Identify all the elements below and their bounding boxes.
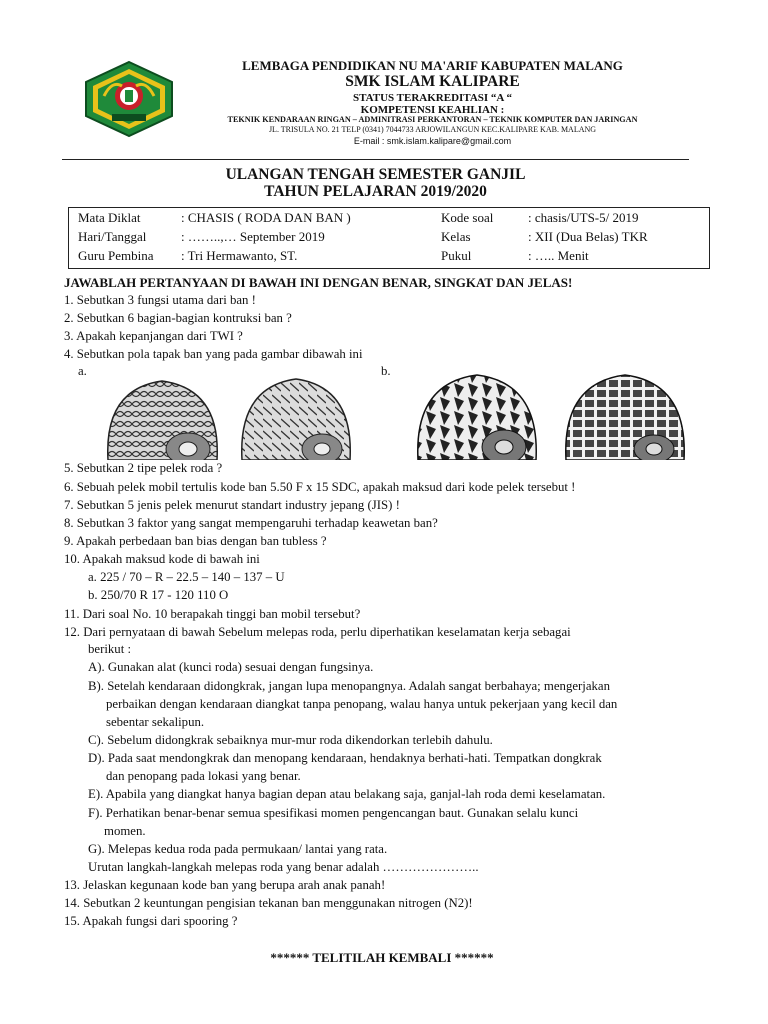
info-value-code: : chasis/UTS-5/ 2019 [528,210,639,225]
exam-title: ULANGAN TENGAH SEMESTER GANJIL [225,166,526,183]
question-10-b: b. 250/70 R 17 - 120 110 O [88,588,229,602]
accreditation-status: STATUS TERAKREDITASI “A “ [352,92,513,104]
info-value-time: : ….. Menit [528,248,589,263]
tire-image-lug [412,369,542,460]
question-12-c: C). Sebelum didongkrak sebaiknya mur-mur roda dikendorkan terlebih dahulu. [88,733,493,747]
institution-name: LEMBAGA PENDIDIKAN NU MA'ARIF KABUPATEN MALANG [242,58,623,73]
info-value-teacher: : Tri Hermawanto, ST. [181,248,298,263]
header-divider [62,159,689,160]
question-13: 13. Jelaskan kegunaan kode ban yang berupa arah anak panah! [64,878,386,892]
question-14: 14. Sebutkan 2 keuntungan pengisian tekanan ban menggunakan nitrogen (N2)! [64,896,473,910]
question-9: 9. Apakah perbedaan ban bias dengan ban tubless ? [64,534,327,548]
info-label-time: Pukul [441,248,472,263]
question-12-f: F). Perhatikan benar-benar semua spesifikasi momen pengencangan baut. Gunakan selalu kunci [88,806,579,820]
question-10: 10. Apakah maksud kode di bawah ini [64,552,260,566]
tire-image-block [560,369,690,460]
question-12-d: D). Pada saat mendongkrak dan menopang kendaraan, hendaknya berhati-hati. Tempatkan dongkrak [88,751,602,765]
competence-list: TEKNIK KENDARAAN RINGAN – ADMINITRASI PERKANTORAN – TEKNIK KOMPUTER DAN JARINGAN [227,115,638,124]
question-12-order: Urutan langkah-langkah melepas roda yang benar adalah ………………….. [88,860,479,874]
question-4: 4. Sebutkan pola tapak ban yang pada gambar dibawah ini [64,347,363,361]
info-value-subject: : CHASIS ( RODA DAN BAN ) [181,210,351,225]
question-12-d-line2: dan penopang pada lokasi yang benar. [106,769,301,783]
question-12: 12. Dari pernyataan di bawah Sebelum melepas roda, perlu diperhatikan keselamatan kerja sebagai [64,625,571,639]
question-2: 2. Sebutkan 6 bagian-bagian kontruksi ban ? [64,311,292,325]
question-12-b-line3: sebentar sekalipun. [106,715,205,729]
school-name: SMK ISLAM KALIPARE [345,73,520,90]
info-value-date: : ……..,… September 2019 [181,229,325,244]
question-5: 5. Sebutkan 2 tipe pelek roda ? [64,461,223,475]
question-12-b: B). Setelah kendaraan didongkrak, jangan lupa menopangnya. Adalah sangat berbahaya; mengerjakan [88,679,610,693]
question-6: 6. Sebuah pelek mobil tertulis kode ban 5.50 F x 15 SDC, apakah maksud dari kode pelek tersebut ! [64,480,576,494]
question-12-g: G). Melepas kedua roda pada permukaan/ lantai yang rata. [88,842,388,856]
competence-title: KOMPETENSI KEAHLIAN : [360,104,505,116]
school-address: JL. TRISULA NO. 21 TELP (0341) 7044733 ARJOWILANGUN KEC.KALIPARE KAB. MALANG [268,125,597,134]
question-3: 3. Apakah kepanjangan dari TWI ? [64,329,243,343]
question-12-cont: berikut : [88,642,132,656]
question-1: 1. Sebutkan 3 fungsi utama dari ban ! [64,293,256,307]
question-12-a: A). Gunakan alat (kunci roda) sesuai dengan fungsinya. [88,660,374,674]
question-11: 11. Dari soal No. 10 berapakah tinggi ban mobil tersebut? [64,607,361,621]
question-4-label-b: b. [381,364,391,378]
question-12-f-line2: momen. [104,824,146,838]
info-value-class: : XII (Dua Belas) TKR [528,229,648,244]
tire-image-rib-1 [100,369,225,460]
tire-image-rib-2 [236,369,356,460]
info-label-subject: Mata Diklat [78,210,141,225]
question-8: 8. Sebutkan 3 faktor yang sangat mempengaruhi terhadap keawetan ban? [64,516,438,530]
school-email: E-mail : smk.islam.kalipare@gmail.com [353,136,512,146]
instruction: JAWABLAH PERTANYAAN DI BAWAH INI DENGAN BENAR, SINGKAT DAN JELAS! [64,275,573,290]
question-4-label-a: a. [78,364,87,378]
info-label-teacher: Guru Pembina [78,248,154,263]
question-12-e: E). Apabila yang diangkat hanya bagian depan atau belakang saja, ganjal-lah roda demi keselamatan. [88,787,606,801]
school-logo [82,60,176,138]
info-label-date: Hari/Tanggal [78,229,147,244]
closing-note: ****** TELITILAH KEMBALI ****** [270,950,494,965]
exam-year: TAHUN PELAJARAN 2019/2020 [264,183,487,200]
info-label-class: Kelas [441,229,471,244]
question-15: 15. Apakah fungsi dari spooring ? [64,914,238,928]
question-10-a: a. 225 / 70 – R – 22.5 – 140 – 137 – U [88,570,285,584]
info-label-code: Kode soal [441,210,494,225]
question-12-b-line2: perbaikan dengan kendaraan diangkat tanpa penopang, walau hanya untuk pekerjaan yang kecil dan [106,697,618,711]
question-7: 7. Sebutkan 5 jenis pelek menurut standart industry jepang (JIS) ! [64,498,400,512]
